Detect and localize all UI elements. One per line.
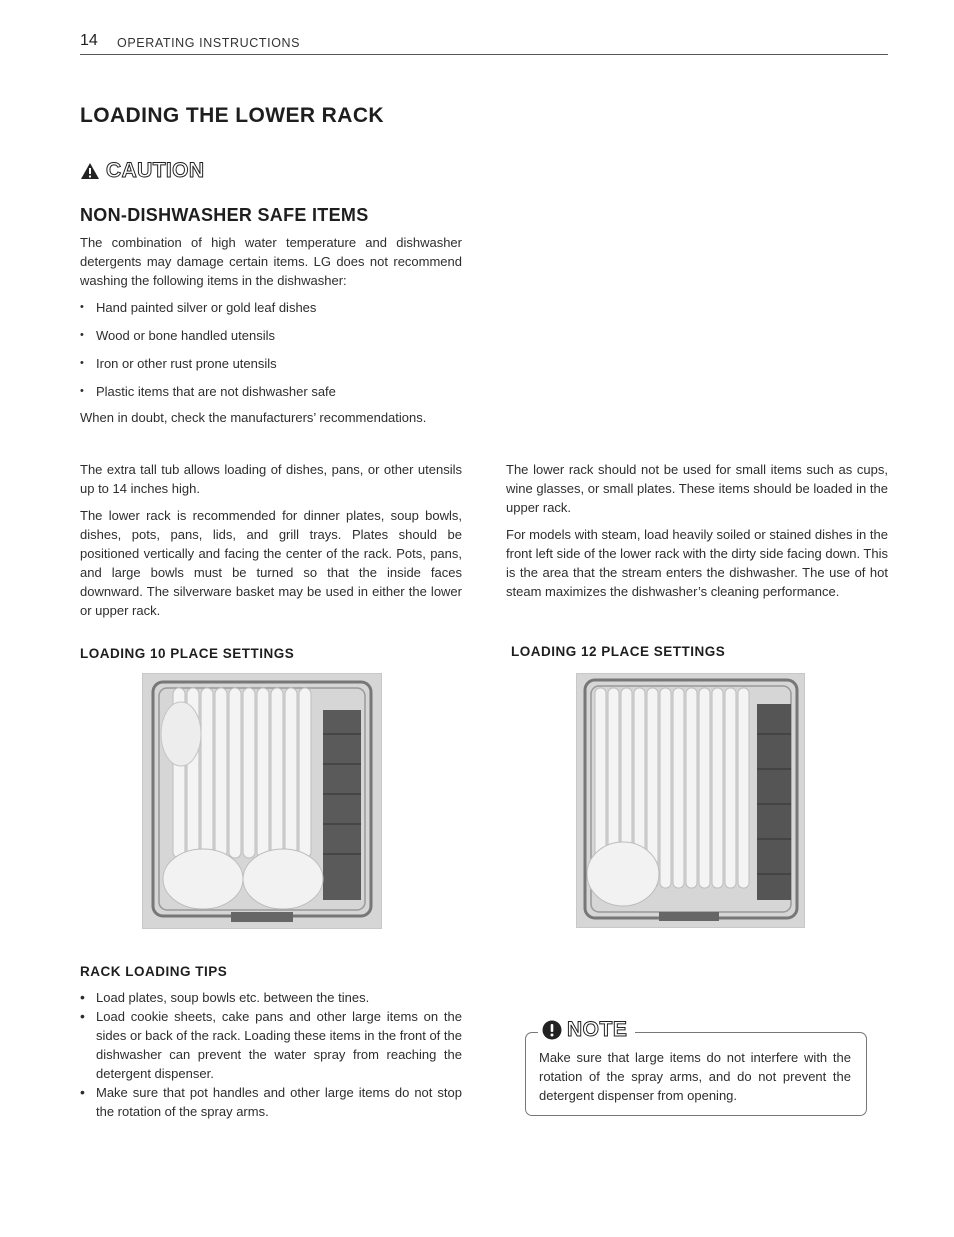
note-heading	[538, 1018, 635, 1042]
list-item: • Plastic items that are not dishwasher safe	[80, 382, 462, 401]
rack-photo-12-settings	[576, 673, 805, 928]
list-item: • Load cookie sheets, cake pans and other large items on the sides or back of the rack. Loading these items in the front of the dishwasher can prevent the water spray from reaching the detergent dispenser.	[80, 1007, 462, 1083]
body-left-para-1: The extra tall tub allows loading of dishes, pans, or other utensils up to 14 inches high.	[80, 462, 462, 496]
note-text: Make sure that large items do not interfere with the rotation of the spray arms, and do not prevent the detergent dispenser from opening.	[539, 1050, 851, 1103]
tips-heading: RACK LOADING TIPS	[80, 964, 228, 979]
non-dishwasher-list	[80, 298, 462, 401]
page-number: 14	[80, 32, 98, 49]
body-right-para-2: For models with steam, load heavily soiled or stained dishes in the front left side of the lower rack with the dirty side facing down. This is the area that the stream enters the dishwasher. The use of hot steam maximizes the dishwasher’s cleaning performance.	[506, 527, 888, 599]
caution-label: CAUTION	[106, 159, 205, 182]
non-dishwasher-closing: When in doubt, check the manufacturers’ recommendations.	[80, 410, 427, 425]
body-left-para-2: The lower rack is recommended for dinner plates, soup bowls, dishes, pots, pans, lids, and grill trays. Plates should be positioned vertically and facing the center of the rack. Pots, pans, and large bowls must be turned so that the inside faces downward. The silverware basket may be used in either the lower or upper rack.	[80, 508, 462, 618]
tips-list	[80, 988, 462, 1121]
caution-heading	[80, 157, 204, 185]
list-item: • Load plates, soup bowls etc. between the tines.	[80, 988, 462, 1007]
body-right-para-1: The lower rack should not be used for small items such as cups, wine glasses, or small plates. These items should be loaded in the upper rack.	[506, 462, 888, 515]
list-item: • Make sure that pot handles and other large items do not stop the rotation of the spray arms.	[80, 1083, 462, 1121]
figure-caption-12: LOADING 12 PLACE SETTINGS	[511, 644, 726, 659]
page-title: LOADING THE LOWER RACK	[80, 104, 384, 127]
section-label: OPERATING INSTRUCTIONS	[117, 36, 301, 50]
list-item: • Iron or other rust prone utensils	[80, 354, 462, 373]
rack-photo-10-settings	[142, 673, 382, 929]
figure-caption-10: LOADING 10 PLACE SETTINGS	[80, 646, 295, 661]
exclamation-circle-icon	[542, 1020, 562, 1040]
non-dishwasher-intro: The combination of high water temperature and dishwasher detergents may damage certain items. LG does not recommend washing the following items in the dishwasher:	[80, 235, 462, 288]
warning-triangle-icon	[80, 162, 100, 180]
list-item: • Wood or bone handled utensils	[80, 326, 462, 345]
note-label: NOTE	[567, 1018, 628, 1041]
non-dishwasher-heading: NON-DISHWASHER SAFE ITEMS	[80, 205, 369, 225]
header-divider	[80, 54, 888, 55]
list-item: • Hand painted silver or gold leaf dishes	[80, 298, 462, 317]
